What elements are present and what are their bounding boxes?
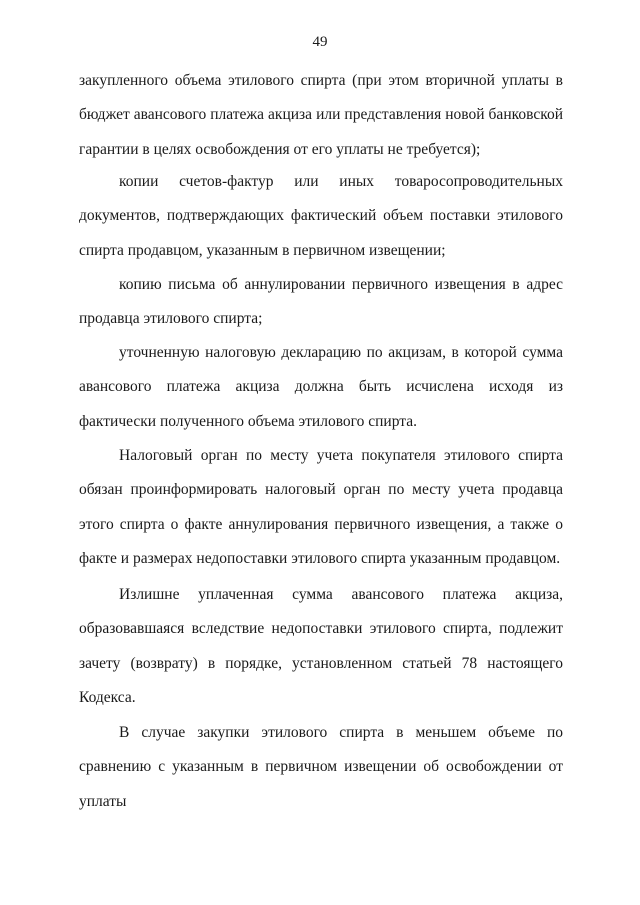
paragraph-tax-declaration: уточненную налоговую декларацию по акцизам, в которой сумма авансового платежа акциза должна быть исчислена исходя из фактически полученного объема этилового спирта.	[79, 344, 563, 430]
page-number: 49	[312, 34, 328, 50]
paragraph-overpaid-sum: Излишне уплаченная сумма авансового платежа акциза, образовавшаяся вследствие недопоставки этилового спирта, подлежит зачету (возврату) в порядке, установленном статьей 78 настоящего Кодекса.	[79, 586, 563, 707]
paragraph-cancellation-letter: копию письма об аннулировании первичного извещения в адрес продавца этилового спирта;	[79, 276, 563, 328]
paragraph-tax-authority: Налоговый орган по месту учета покупателя этилового спирта обязан проинформировать налоговый орган по месту учета продавца этого спирта о факте аннулирования первичного извещения, а также о факте и размерах недопоставки этилового спирта указанным продавцом.	[79, 447, 563, 568]
paragraph-invoices: копии счетов-фактур или иных товаросопроводительных документов, подтверждающих фактический объем поставки этилового спирта продавцом, указанным в первичном извещении;	[79, 173, 563, 259]
paragraph-continuation: закупленного объема этилового спирта (при этом вторичной уплаты в бюджет авансового платежа акциза или представления новой банковской гарантии в целях освобождения от его уплаты не требуется);	[79, 72, 563, 158]
paragraph-smaller-volume: В случае закупки этилового спирта в меньшем объеме по сравнению с указанным в первичном извещении об освобождении от уплаты	[79, 724, 563, 810]
